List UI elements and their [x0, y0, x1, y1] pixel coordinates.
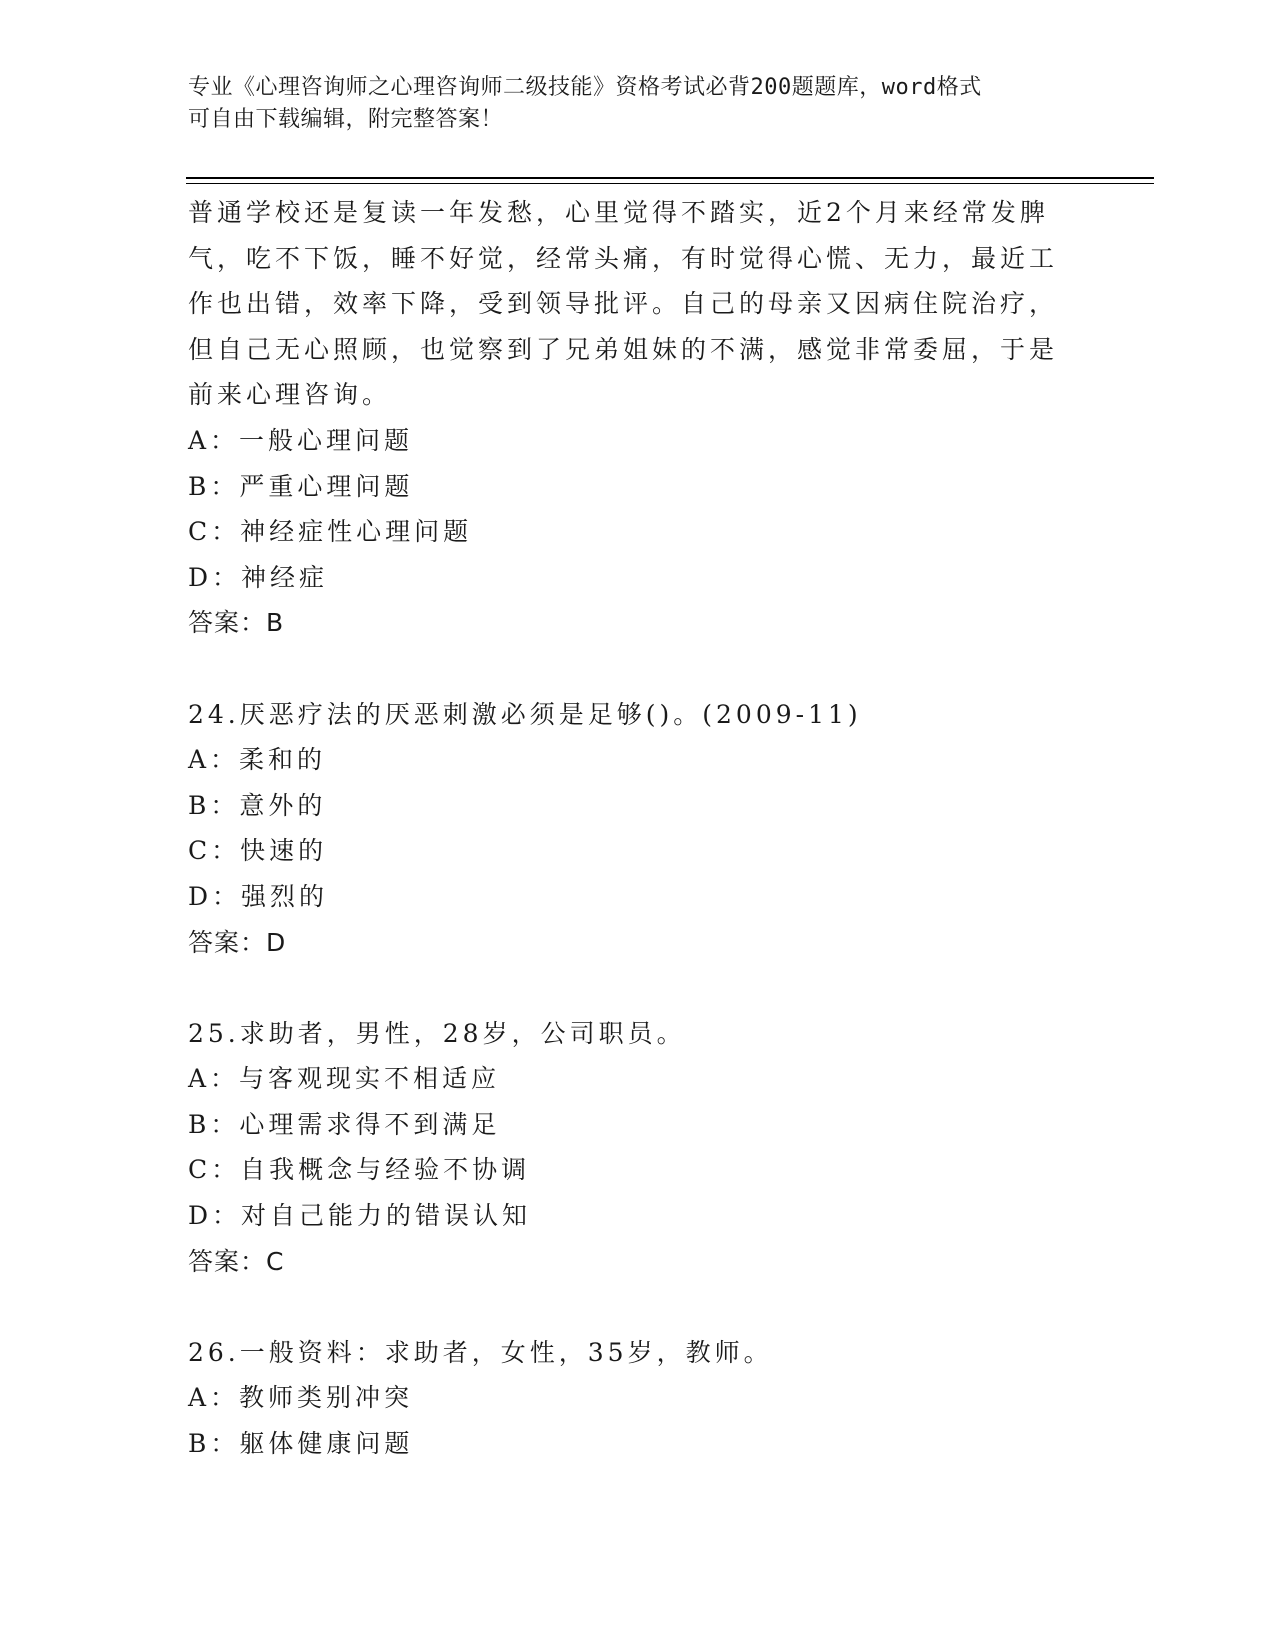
option-a: A：教师类别冲突: [188, 1383, 414, 1413]
option-c: C：自我概念与经验不协调: [188, 1155, 531, 1185]
answer-label: 答案：D: [188, 927, 287, 957]
option-c: C：神经症性心理问题: [188, 517, 473, 547]
question-content: [188, 190, 1068, 1467]
option-c: C：快速的: [188, 836, 328, 866]
option-b: B：意外的: [188, 790, 327, 820]
option-a: A：与客观现实不相适应: [188, 1064, 501, 1094]
question-text-line: 气，吃不下饭，睡不好觉，经常头痛，有时觉得心慌、无力，最近工: [188, 243, 1059, 273]
question-24: [188, 692, 1068, 966]
header-title-line-2: 可自由下载编辑，附完整答案！: [188, 107, 504, 132]
header-title-line-1: 专业《心理咨询师之心理咨询师二级技能》资格考试必背200题题库，word格式: [188, 75, 982, 100]
option-a: A：柔和的: [188, 745, 327, 775]
question-text-line: 普通学校还是复读一年发愁，心里觉得不踏实，近2个月来经常发脾: [188, 198, 1049, 227]
spacer: [188, 1284, 1068, 1330]
question-25: [188, 1011, 1068, 1285]
option-d: D：神经症: [188, 562, 329, 592]
question-23-continued: [188, 190, 1068, 646]
question-stem: 25.求助者，男性，28岁，公司职员。: [188, 1018, 686, 1048]
answer-label: 答案：C: [188, 1246, 285, 1276]
option-b: B：心理需求得不到满足: [188, 1109, 501, 1139]
option-b: B：躯体健康问题: [188, 1429, 414, 1459]
question-stem: 24.厌恶疗法的厌恶刺激必须是足够()。(2009-11): [188, 699, 862, 729]
header-divider: [186, 177, 1154, 184]
question-26: [188, 1330, 1068, 1467]
question-text-line: 作也出错，效率下降，受到领导批评。自己的母亲又因病住院治疗，: [188, 289, 1059, 319]
option-b: B：严重心理问题: [188, 471, 414, 501]
option-a: A：一般心理问题: [188, 425, 414, 455]
question-text-line: 但自己无心照顾，也觉察到了兄弟姐妹的不满，感觉非常委屈，于是: [188, 334, 1059, 364]
spacer: [188, 646, 1068, 692]
document-header: [188, 72, 1068, 136]
spacer: [188, 965, 1068, 1011]
option-d: D：强烈的: [188, 881, 329, 911]
question-stem: 26.一般资料：求助者，女性，35岁，教师。: [188, 1337, 773, 1367]
question-text-line: 前来心理咨询。: [188, 380, 392, 410]
answer-label: 答案：B: [188, 608, 285, 638]
option-d: D：对自己能力的错误认知: [188, 1201, 532, 1231]
